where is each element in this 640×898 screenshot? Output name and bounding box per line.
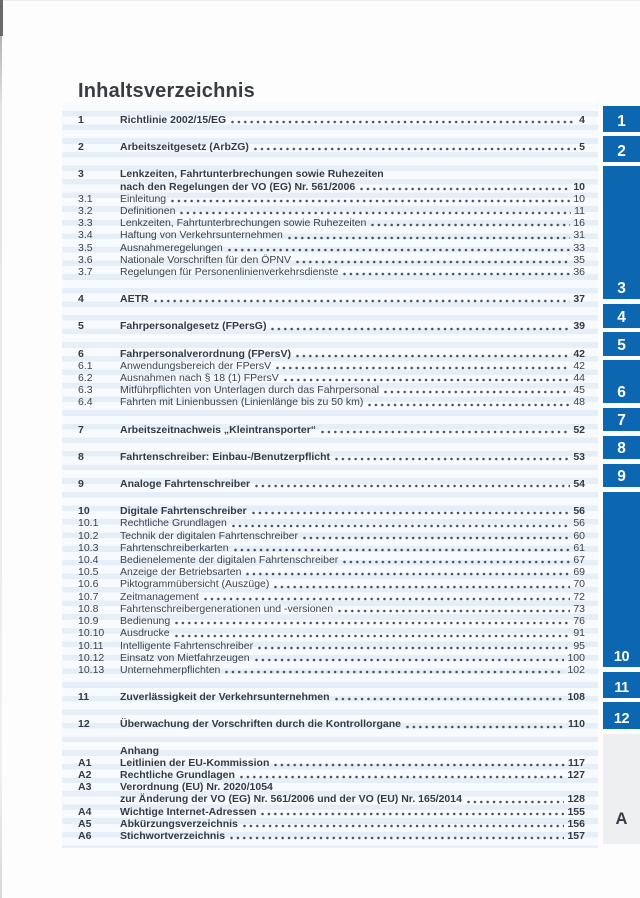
dot-leader [343, 272, 570, 276]
entry-title: Anzeige der Betriebsarten [120, 566, 242, 579]
thumb-tab-label: 8 [617, 439, 626, 457]
entry-number: 3.4 [78, 229, 93, 242]
toc-entry-3.4 [78, 229, 585, 241]
dot-leader [204, 597, 571, 601]
dot-leader [234, 548, 571, 552]
entry-title: Richtlinie 2002/15/EG [120, 114, 227, 126]
entry-page-number: 53 [573, 450, 585, 463]
dot-leader [406, 725, 565, 729]
entry-title: Zuverlässigkeit der Verkehrsunternehmen [120, 691, 330, 704]
toc-entry-10.13 [78, 664, 585, 676]
thumb-tab-4 [603, 304, 640, 328]
entry-title: Rechtliche Grundlagen [120, 517, 227, 530]
entry-title: zur Änderung der VO (EG) Nr. 561/2006 und der VO (EU) Nr. 165/2014 [120, 793, 462, 806]
entry-title: Fahrtenschreibergenerationen und -versionen [120, 602, 334, 615]
dot-leader [335, 457, 570, 461]
toc-entry-3.5 [78, 242, 585, 254]
dot-leader [175, 634, 571, 638]
toc-entry-10.4 [78, 554, 585, 566]
entry-title: Lenkzeiten, Fahrtunterbrechungen sowie Ruhezeiten [120, 168, 384, 181]
entry-page-number: 127 [567, 768, 585, 781]
entry-title: Haftung von Verkehrsunternehmen [120, 229, 283, 242]
entry-number: 5 [78, 320, 84, 333]
entry-title: Mitführpflichten von Unterlagen durch das Fahrpersonal [120, 384, 380, 397]
dot-leader [225, 670, 564, 674]
toc-entry-6 [78, 348, 585, 360]
entry-page-number: 69 [573, 566, 585, 579]
thumb-tab-8 [603, 436, 640, 459]
entry-number: 10.12 [78, 651, 105, 664]
thumb-tab-6 [603, 360, 640, 403]
thumb-tab-label: 5 [617, 336, 626, 354]
entry-page-number: 35 [573, 253, 585, 266]
entry-number: 10.3 [78, 541, 99, 554]
entry-title: Definitionen [120, 205, 176, 218]
toc-entry-10.11 [78, 640, 585, 652]
entry-title: Stichwortverzeichnis [120, 829, 226, 842]
entry-page-number: 100 [567, 651, 585, 664]
thumb-tab-label: 3 [617, 279, 626, 297]
toc-entry [78, 181, 585, 193]
dot-leader [368, 403, 570, 407]
dot-leader [384, 390, 570, 394]
entry-title: Leitlinien der EU-Kommission [120, 756, 270, 769]
thumb-tab-A [603, 734, 640, 844]
toc-entry-10.9 [78, 615, 585, 627]
scan-corner-mark-artifact [0, 0, 3, 36]
entry-page-number: 72 [573, 590, 585, 603]
dot-leader [467, 800, 565, 804]
entry-page-number: 56 [573, 517, 585, 530]
dot-leader [230, 836, 564, 840]
entry-page-number: 110 [568, 718, 585, 731]
entry-number: 10.4 [78, 554, 99, 567]
entry-page-number: 56 [573, 505, 585, 518]
entry-number: 10.5 [78, 566, 99, 579]
thumb-tab-label: A [615, 809, 628, 828]
page-title: Inhaltsverzeichnis [78, 80, 255, 102]
thumb-tab-12 [603, 702, 640, 729]
toc-entry-7 [78, 424, 585, 436]
dot-leader [232, 524, 570, 528]
entry-page-number: 117 [568, 756, 585, 769]
entry-title: Zeitmanagement [120, 590, 199, 603]
dot-leader [335, 697, 565, 701]
thumb-tab-label: 10 [613, 648, 630, 665]
toc-entry-10.7 [78, 591, 585, 603]
dot-leader [274, 585, 570, 589]
entry-title: Arbeitszeitgesetz (ArbZG) [120, 141, 249, 154]
entry-title: Einleitung [120, 192, 167, 205]
toc-entry-A3 [78, 781, 585, 793]
entry-page-number: 42 [573, 359, 585, 372]
entry-number: 9 [78, 478, 84, 491]
entry-title: Regelungen für Personenlinienverkehrsdienste [120, 266, 339, 279]
thumb-tab-10 [603, 492, 640, 667]
dot-leader [175, 621, 570, 625]
entry-page-number: 155 [567, 805, 585, 818]
entry-page-number: 73 [573, 602, 585, 615]
dot-leader [296, 354, 570, 358]
entry-page-number: 5 [579, 141, 585, 154]
toc-entry-3.7 [78, 266, 585, 278]
scan-left-edge-artifact [0, 0, 2, 898]
entry-page-number: 33 [573, 241, 585, 254]
entry-title: Digitale Fahrtenschreiber [120, 505, 247, 518]
entry-page-number: 31 [573, 229, 585, 242]
entry-number: 6.1 [78, 359, 93, 372]
entry-number: 1 [78, 114, 84, 126]
entry-number: 10.7 [78, 590, 99, 603]
entry-page-number: 61 [573, 541, 585, 554]
dot-leader [371, 223, 570, 227]
dot-leader [180, 211, 571, 215]
toc-entry-8 [78, 451, 585, 463]
entry-number: 10.1 [78, 517, 99, 530]
thumb-tab-label: 2 [617, 142, 626, 160]
entry-number: 10.13 [78, 663, 105, 676]
thumb-tab-label: 11 [614, 679, 629, 696]
entry-title: Fahrpersonalverordnung (FPersV) [120, 347, 291, 360]
thumb-tab-label: 12 [613, 710, 630, 727]
entry-number: 3.1 [78, 192, 93, 205]
dot-leader [252, 511, 571, 515]
thumb-tab-label: 4 [617, 308, 626, 326]
toc-entry-10.1 [78, 517, 585, 529]
dot-leader [243, 824, 565, 828]
toc-entry-2 [78, 141, 585, 153]
entry-number: 10 [78, 505, 90, 518]
entry-number: 3.7 [78, 266, 93, 279]
toc-entry-3.6 [78, 254, 585, 266]
entry-page-number: 108 [567, 691, 585, 704]
toc-entry-10.6 [78, 578, 585, 590]
dot-leader [258, 646, 570, 650]
entry-page-number: 91 [573, 627, 585, 640]
entry-page-number: 10 [573, 192, 585, 205]
entry-page-number: 67 [573, 554, 585, 567]
entry-title: Ausnahmeregelungen [120, 241, 223, 254]
entry-title: Anhang [120, 744, 160, 757]
entry-page-number: 52 [573, 423, 585, 436]
entry-number: 10.6 [78, 578, 99, 591]
entry-number: 10.11 [78, 639, 104, 652]
entry-page-number: 70 [573, 578, 585, 591]
thumb-tab-label: 6 [617, 383, 626, 401]
entry-number: 3.2 [78, 205, 93, 218]
entry-page-number: 44 [573, 372, 585, 385]
thumb-tab-9 [603, 464, 640, 487]
entry-number: 3.3 [78, 217, 93, 230]
entry-number: 6.2 [78, 372, 93, 385]
entry-number: 8 [78, 450, 84, 463]
entry-title: Lenkzeiten, Fahrtunterbrechungen sowie Ruhezeiten [120, 217, 367, 230]
dot-leader [284, 378, 571, 382]
entry-title: AETR [120, 293, 149, 306]
entry-title: Rechtliche Grundlagen [120, 768, 235, 781]
dot-leader [228, 248, 571, 252]
toc-entry-9 [78, 478, 585, 490]
toc-entry-A6 [78, 830, 585, 842]
toc-entry-12 [78, 718, 585, 730]
entry-title: Fahrten mit Linienbussen (Linienlänge bis zu 50 km) [120, 396, 364, 409]
toc-entry-3.3 [78, 217, 585, 229]
toc-entry [78, 745, 585, 757]
entry-title: Anwendungsbereich der FPersV [120, 359, 272, 372]
entry-title: nach den Regelungen der VO (EG) Nr. 561/2006 [120, 180, 356, 193]
entry-title: Wichtige Internet-Adressen [120, 805, 257, 818]
dot-leader [240, 775, 565, 779]
toc-entry-5 [78, 320, 585, 332]
entry-page-number: 102 [567, 663, 585, 676]
entry-page-number: 39 [573, 320, 585, 333]
entry-title: Bedienung [120, 615, 171, 628]
entry-page-number: 48 [573, 396, 585, 409]
toc-entry-10.8 [78, 603, 585, 615]
toc-entry-A4 [78, 806, 585, 818]
toc-entry-6.3 [78, 384, 585, 396]
toc-entry-10.10 [78, 627, 585, 639]
dot-leader [288, 236, 570, 240]
thumb-tab-label: 1 [617, 112, 626, 130]
dot-leader [255, 658, 565, 662]
entry-number: 6.3 [78, 384, 93, 397]
entry-number: 12 [78, 718, 90, 731]
dot-leader [343, 560, 570, 564]
thumb-tab-11 [603, 672, 640, 698]
entry-title: Verordnung (EU) Nr. 2020/1054 [120, 781, 273, 794]
entry-page-number: 36 [573, 266, 585, 279]
entry-title: Abkürzungsverzeichnis [120, 817, 238, 830]
toc-entry-3 [78, 168, 585, 180]
entry-page-number: 76 [573, 615, 585, 628]
entry-title: Ausdrucke [120, 627, 170, 640]
dot-leader [303, 536, 570, 540]
toc-entry-1 [78, 114, 585, 126]
entry-number: 6 [78, 347, 84, 360]
entry-title: Einsatz von Mietfahrzeugen [120, 651, 250, 664]
toc-entry [78, 793, 585, 805]
entry-number: A2 [78, 768, 92, 781]
entry-page-number: 11 [574, 205, 585, 218]
toc-entry-A5 [78, 818, 585, 830]
thumb-tab-7 [603, 408, 640, 431]
dot-leader [360, 187, 570, 191]
entry-number: 11 [78, 691, 90, 704]
toc-entry-4 [78, 293, 585, 305]
entry-number: 10.8 [78, 602, 99, 615]
entry-number: A3 [78, 781, 92, 794]
thumb-tab-2 [603, 136, 640, 162]
entry-title: Arbeitszeitnachweis „Kleintransporter“ [120, 423, 317, 436]
dot-leader [338, 609, 570, 613]
entry-number: A6 [78, 829, 92, 842]
scan-top-edge-artifact [0, 0, 640, 1]
toc-list [78, 99, 585, 842]
entry-number: A1 [78, 756, 92, 769]
entry-title: Ausnahmen nach § 18 (1) FPersV [120, 372, 279, 385]
toc-entry-A2 [78, 769, 585, 781]
toc-entry-6.2 [78, 372, 585, 384]
entry-title: Fahrtenschreiber: Einbau-/Benutzerpflicht [120, 450, 331, 463]
entry-title: Nationale Vorschriften für den ÖPNV [120, 253, 292, 266]
entry-page-number: 128 [567, 793, 585, 806]
thumb-tab-label: 9 [617, 467, 626, 485]
dot-leader [154, 299, 571, 303]
thumb-tab-label: 7 [617, 411, 626, 429]
entry-number: 7 [78, 423, 84, 436]
entry-number: 3.5 [78, 241, 93, 254]
toc-entry-A1 [78, 757, 585, 769]
toc-entry-6.1 [78, 360, 585, 372]
entry-page-number: 16 [573, 217, 585, 230]
dot-leader [261, 812, 564, 816]
toc-entry-10.5 [78, 566, 585, 578]
entry-page-number: 54 [573, 478, 585, 491]
entry-number: 4 [78, 293, 84, 306]
entry-title: Analoge Fahrtenschreiber [120, 478, 251, 491]
dot-leader [276, 366, 570, 370]
entry-number: 10.9 [78, 615, 99, 628]
entry-title: Überwachung der Vorschriften durch die Kontrollorgane [120, 718, 402, 731]
toc-entry-6.4 [78, 396, 585, 408]
entry-number: 3 [78, 168, 84, 181]
toc-entry-11 [78, 691, 585, 703]
entry-title: Bedienelemente der digitalen Fahrtenschreiber [120, 554, 339, 567]
entry-page-number: 60 [573, 529, 585, 542]
dot-leader [321, 430, 570, 434]
dot-leader [171, 199, 570, 203]
entry-page-number: 37 [573, 293, 585, 306]
dot-leader [296, 260, 570, 264]
entry-number: 10.2 [78, 529, 99, 542]
entry-number: A4 [78, 805, 92, 818]
entry-title: Technik der digitalen Fahrtenschreiber [120, 529, 299, 542]
dot-leader [271, 327, 570, 331]
entry-page-number: 95 [573, 639, 585, 652]
dot-leader [274, 763, 565, 767]
dot-leader [254, 147, 576, 151]
entry-title: Piktogrammübersicht (Auszüge) [120, 578, 270, 591]
thumb-tab-3 [603, 166, 640, 299]
entry-number: 2 [78, 141, 84, 154]
thumb-tab-1 [603, 106, 640, 132]
entry-page-number: 42 [573, 347, 585, 360]
entry-page-number: 4 [579, 114, 585, 126]
toc-entry-10.2 [78, 530, 585, 542]
entry-number: A5 [78, 817, 92, 830]
toc-entry-3.2 [78, 205, 585, 217]
toc-entry-10 [78, 505, 585, 517]
entry-number: 6.4 [78, 396, 93, 409]
entry-title: Intelligente Fahrtenschreiber [120, 639, 254, 652]
entry-page-number: 156 [567, 817, 585, 830]
thumb-tab-5 [603, 332, 640, 356]
entry-page-number: 10 [573, 180, 585, 193]
entry-number: 3.6 [78, 253, 93, 266]
dot-leader [231, 120, 576, 124]
toc-entry-10.3 [78, 542, 585, 554]
entry-number: 10.10 [78, 627, 105, 640]
entry-title: Unternehmerpflichten [120, 663, 221, 676]
toc-entry-3.1 [78, 193, 585, 205]
entry-page-number: 157 [567, 829, 585, 842]
entry-title: Fahrpersonalgesetz (FPersG) [120, 320, 267, 333]
entry-title: Fahrtenschreiberkarten [120, 541, 229, 554]
entry-page-number: 45 [573, 384, 585, 397]
toc-entry-10.12 [78, 652, 585, 664]
dot-leader [255, 484, 570, 488]
dot-leader [246, 572, 570, 576]
